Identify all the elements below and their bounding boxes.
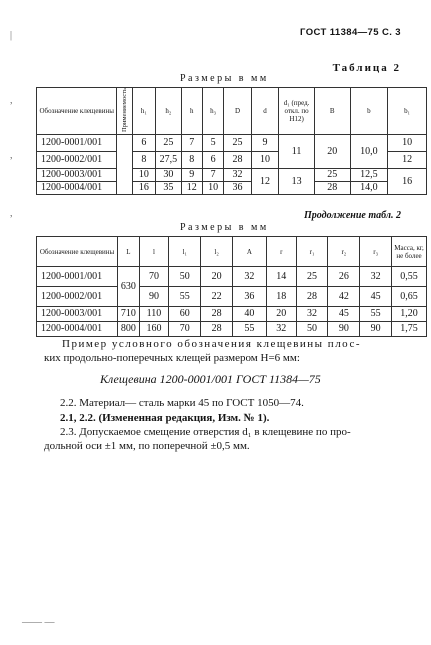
- table-cell: 1200-0003/001: [37, 169, 117, 182]
- table-cell: 28: [314, 182, 350, 195]
- col-header: D: [224, 88, 251, 135]
- table2-caption: Размеры в мм: [180, 222, 269, 233]
- table-cell: 1200-0001/001: [37, 135, 117, 152]
- table-cell: 5: [202, 135, 223, 152]
- col-header: l₂: [201, 237, 233, 267]
- table-cell: 9: [181, 169, 202, 182]
- table-cell: 6: [202, 152, 223, 169]
- example-line-2: ких продольно-поперечных клещей размером Н=6 мм:: [44, 352, 300, 364]
- col-header: Применяемость: [117, 88, 132, 135]
- table-cell: [117, 135, 132, 195]
- table-cell: 10: [388, 135, 427, 152]
- col-header: L: [118, 237, 140, 267]
- table-cell: 90: [328, 322, 360, 337]
- col-header: d₁ (пред. откл. по Н12): [279, 88, 315, 135]
- margin-mark: ,: [10, 150, 13, 161]
- table-cell: 55: [360, 307, 392, 322]
- col-header: r₂: [328, 237, 360, 267]
- table-cell: 70: [169, 322, 201, 337]
- table-cell: 25: [156, 135, 181, 152]
- paragraph-2-2: 2.2. Материал— сталь марки 45 по ГОСТ 1050—74.: [60, 397, 304, 409]
- margin-mark: —— —: [22, 617, 55, 628]
- table-cell: 90: [139, 287, 169, 307]
- paragraph-2-3-a: 2.3. Допускаемое смещение отверстия d₁ в клещевине по про-: [60, 426, 351, 438]
- table-label: Таблица 2: [332, 62, 401, 74]
- table-cell: 14: [266, 267, 296, 287]
- col-header: B: [314, 88, 350, 135]
- col-header: A: [233, 237, 267, 267]
- table-cell: 16: [388, 169, 427, 195]
- table-cell: 55: [233, 322, 267, 337]
- table-cell: 27,5: [156, 152, 181, 169]
- table-cell: 12: [251, 169, 278, 195]
- table-cell: 6: [132, 135, 155, 152]
- table-cell: 22: [201, 287, 233, 307]
- table-cell: 18: [266, 287, 296, 307]
- table-cell: 32: [360, 267, 392, 287]
- table-cell: 36: [224, 182, 251, 195]
- col-header: b: [350, 88, 388, 135]
- table-cell: 1,20: [392, 307, 427, 322]
- table-cell: 20: [201, 267, 233, 287]
- col-header: Масса, кг, не более: [392, 237, 427, 267]
- table-cell: 16: [132, 182, 155, 195]
- table-cell: 50: [169, 267, 201, 287]
- table-cell: 28: [296, 287, 328, 307]
- table-2: [36, 236, 427, 337]
- margin-mark: ,: [10, 95, 13, 106]
- table-cell: 32: [266, 322, 296, 337]
- table-cell: 20: [314, 135, 350, 169]
- table-cell: 0,65: [392, 287, 427, 307]
- col-header: l: [139, 237, 169, 267]
- table-cell: 1200-0004/001: [37, 182, 117, 195]
- col-header: h: [181, 88, 202, 135]
- col-header: h₂: [156, 88, 181, 135]
- table-cell: 1200-0002/001: [37, 152, 117, 169]
- col-header: r₁: [296, 237, 328, 267]
- table-cell: 710: [118, 307, 140, 322]
- table-row: [37, 135, 427, 152]
- table-cell: 70: [139, 267, 169, 287]
- table-cell: 13: [279, 169, 315, 195]
- example-designation: Клещевина 1200-0001/001 ГОСТ 11384—75: [100, 372, 321, 386]
- col-header: r: [266, 237, 296, 267]
- col-header: Обозначение клещевины: [37, 88, 117, 135]
- table-cell: 50: [296, 322, 328, 337]
- table-1: [36, 87, 427, 195]
- table-cell: 55: [169, 287, 201, 307]
- table-cell: 800: [118, 322, 140, 337]
- example-line-1: Пример условного обозначения клещевины плос-: [62, 338, 362, 350]
- col-header: Обозначение клещевины: [37, 237, 118, 267]
- table-row: [37, 307, 427, 322]
- table-cell: 1200-0003/001: [37, 307, 118, 322]
- table-cell: 30: [156, 169, 181, 182]
- table-cell: 12: [181, 182, 202, 195]
- table-row: [37, 182, 427, 195]
- table-cell: 28: [224, 152, 251, 169]
- table-cell: 25: [296, 267, 328, 287]
- table-cell: 9: [251, 135, 278, 152]
- page-header: ГОСТ 11384—75 С. 3: [300, 27, 401, 38]
- table-row: [37, 287, 427, 307]
- table-cell: 1200-0004/001: [37, 322, 118, 337]
- table-cell: 10: [202, 182, 223, 195]
- table-cell: 20: [266, 307, 296, 322]
- margin-mark: ,: [10, 208, 13, 219]
- col-header: l₁: [169, 237, 201, 267]
- table-cell: 8: [181, 152, 202, 169]
- table-cell: 10: [251, 152, 278, 169]
- col-header: h₁: [132, 88, 155, 135]
- table-cell: 32: [296, 307, 328, 322]
- table-row: [37, 322, 427, 337]
- paragraph-amendment: 2.1, 2.2. (Измененная редакция, Изм. № 1).: [60, 412, 270, 424]
- table-cell: 26: [328, 267, 360, 287]
- table-cell: 32: [224, 169, 251, 182]
- table-cell: 60: [169, 307, 201, 322]
- table-cell: 7: [202, 169, 223, 182]
- table-cell: 110: [139, 307, 169, 322]
- table1-caption: Размеры в мм: [180, 73, 269, 84]
- table-cell: 28: [201, 322, 233, 337]
- table-cell: 11: [279, 135, 315, 169]
- table-cell: 8: [132, 152, 155, 169]
- col-header: d: [251, 88, 278, 135]
- table-cell: 630: [118, 267, 140, 307]
- table-cell: 160: [139, 322, 169, 337]
- col-header: h₃: [202, 88, 223, 135]
- table-cell: 25: [224, 135, 251, 152]
- col-header: b₁: [388, 88, 427, 135]
- table-cell: 10,0: [350, 135, 388, 169]
- table-cell: 90: [360, 322, 392, 337]
- table-cell: 14,0: [350, 182, 388, 195]
- table-cell: 12: [388, 152, 427, 169]
- paragraph-2-3-b: дольной оси ±1 мм, по поперечной ±0,5 мм.: [44, 440, 250, 452]
- table-cell: 28: [201, 307, 233, 322]
- table-row: [37, 169, 427, 182]
- table-cell: 10: [132, 169, 155, 182]
- margin-mark: |: [10, 30, 13, 41]
- table-cell: 32: [233, 267, 267, 287]
- table-cell: 7: [181, 135, 202, 152]
- table-cell: 1200-0002/001: [37, 287, 118, 307]
- table-cell: 42: [328, 287, 360, 307]
- col-header: r₃: [360, 237, 392, 267]
- table-cell: 1,75: [392, 322, 427, 337]
- table-cell: 45: [360, 287, 392, 307]
- table-cell: 25: [314, 169, 350, 182]
- table-cell: 36: [233, 287, 267, 307]
- continuation-label: Продолжение табл. 2: [303, 210, 401, 221]
- table-cell: 45: [328, 307, 360, 322]
- table-cell: 40: [233, 307, 267, 322]
- table-cell: 0,55: [392, 267, 427, 287]
- table-row: [37, 267, 427, 287]
- table-cell: 1200-0001/001: [37, 267, 118, 287]
- table-cell: 35: [156, 182, 181, 195]
- table-cell: 12,5: [350, 169, 388, 182]
